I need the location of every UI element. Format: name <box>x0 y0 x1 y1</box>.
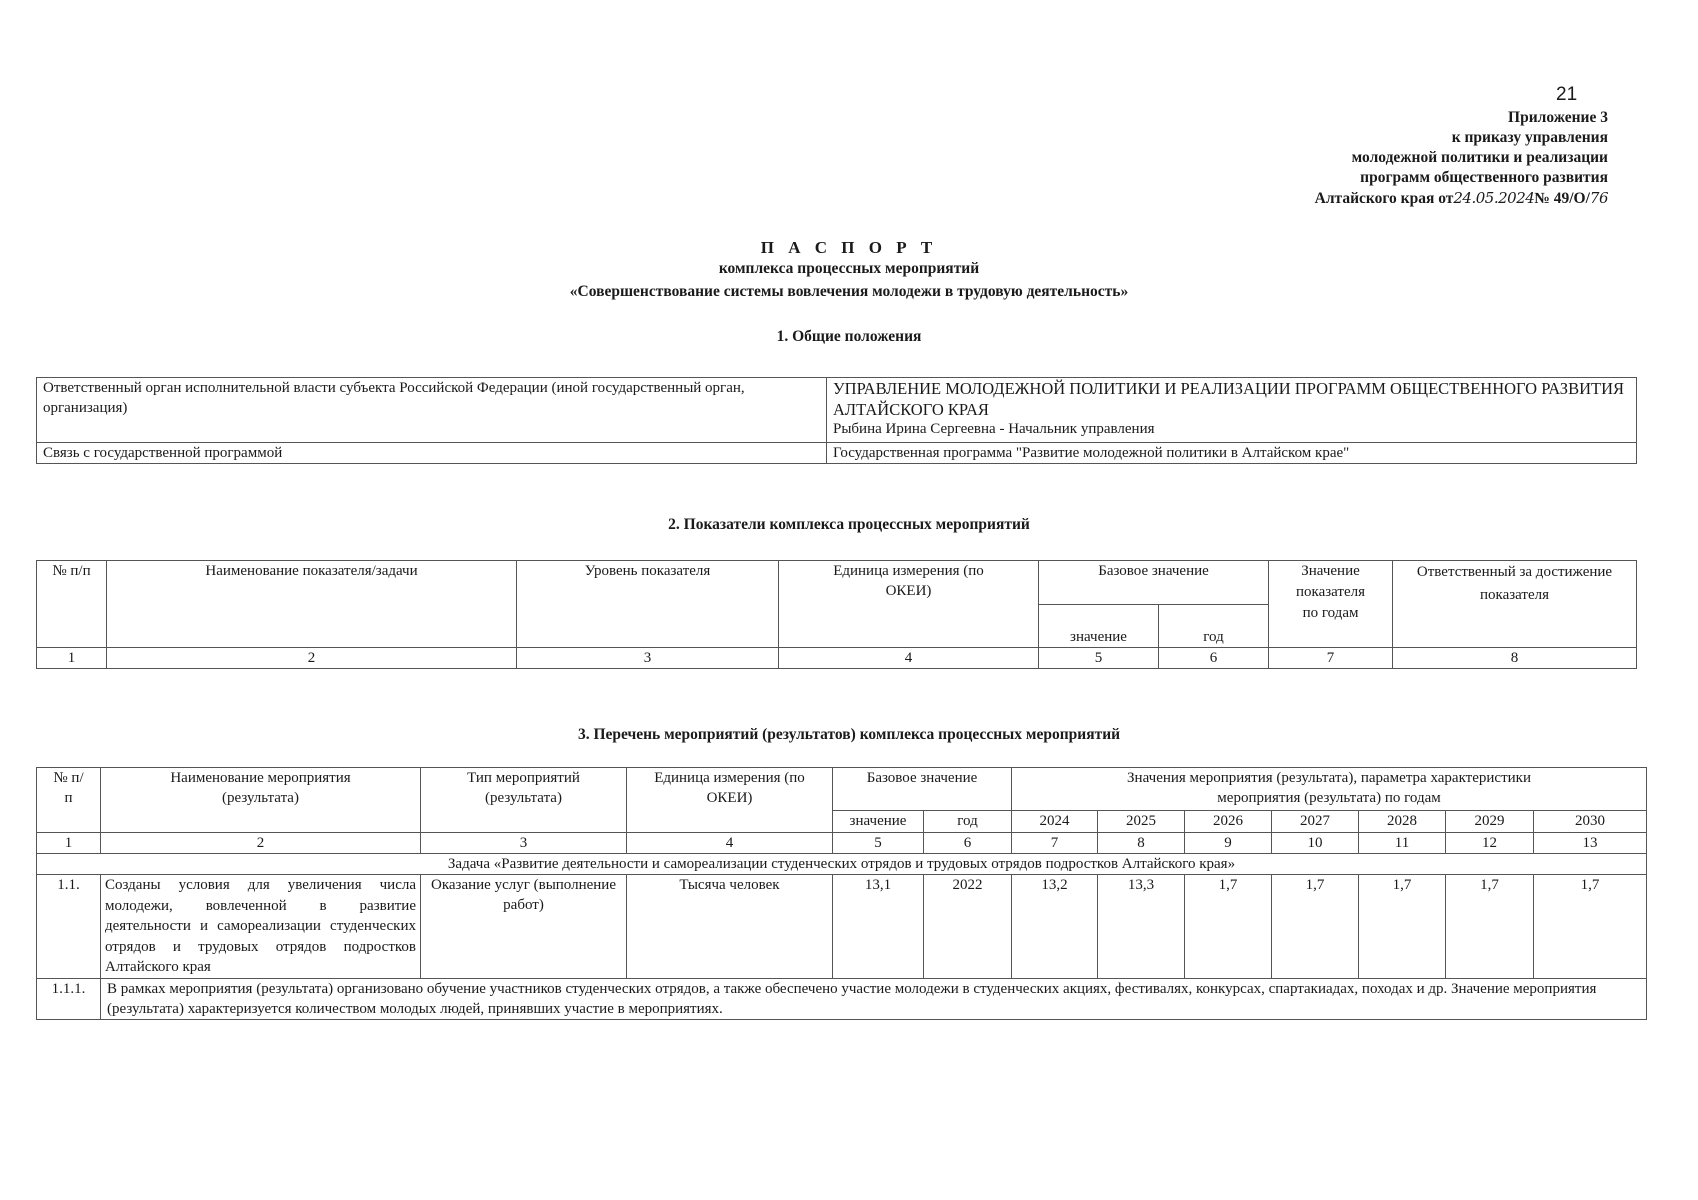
col-number: 8 <box>1393 648 1637 669</box>
header-unit: Единица измерения (по ОКЕИ) <box>779 561 1039 648</box>
table-row <box>37 378 1637 443</box>
document-subtitle-name: «Совершенствование системы вовлечения молодежи в трудовую деятельность» <box>569 283 1129 300</box>
col-number: 5 <box>1039 648 1159 669</box>
header-unit: Единица измерения (по ОКЕИ) <box>627 768 833 833</box>
header-base-year: год <box>924 810 1012 832</box>
handwritten-date: 24.05.2024 <box>1453 189 1535 207</box>
header-year: 2025 <box>1098 810 1185 832</box>
responsible-org: УПРАВЛЕНИЕ МОЛОДЕЖНОЙ ПОЛИТИКИ И РЕАЛИЗАЦИИ ПРОГРАММ ОБЩЕСТВЕННОГО РАЗВИТИЯ АЛТАЙСКОГО КРАЯ <box>833 379 1624 419</box>
task-title: Задача «Развитие деятельности и самореализации студенческих отрядов и трудовых отрядов подростков Алтайского края» <box>37 854 1647 875</box>
header-year: 2026 <box>1185 810 1272 832</box>
header-base: Базовое значение <box>1039 561 1269 605</box>
col-number: 13 <box>1534 833 1647 854</box>
item-value: 1,7 <box>1359 875 1446 979</box>
header-num: № п/п <box>37 768 101 833</box>
indicators-table <box>36 560 1637 669</box>
item-value: 1,7 <box>1446 875 1534 979</box>
section-title: 3. Перечень мероприятий (результатов) комплекса процессных мероприятий <box>577 726 1121 743</box>
order-date-prefix: Алтайского края от <box>1314 190 1454 207</box>
header-year: 2030 <box>1534 810 1647 832</box>
header-num: № п/п <box>37 561 107 648</box>
table-cell <box>827 378 1637 443</box>
header-year: 2024 <box>1012 810 1098 832</box>
column-number-row <box>37 648 1637 669</box>
item-base-value: 13,1 <box>833 875 924 979</box>
col-number: 6 <box>924 833 1012 854</box>
appendix-line: Приложение 3 <box>1508 109 1608 126</box>
table-cell: Ответственный орган исполнительной власти субъекта Российской Федерации (иной государственный орган, организация) <box>37 378 827 443</box>
appendix-line: программ общественного развития <box>1360 169 1608 186</box>
page-number: 21 <box>1556 84 1578 105</box>
appendix-header <box>1315 108 1608 209</box>
header-base-year: год <box>1159 604 1269 648</box>
column-number-row <box>37 833 1647 854</box>
item-value: 13,2 <box>1012 875 1098 979</box>
subitem-text: В рамках мероприятия (результата) организовано обучение участников студенческих отрядов, а также обеспечено участие молодежи в студенческих акциях, фестивалях, конкурсах, спартакиадах, походах и др. Значение мероприятия (результата) характеризуется количеством молодых людей, принявших участие в мероприятиях. <box>101 978 1647 1019</box>
header-values-by-year: Значения мероприятия (результата), параметра характеристики мероприятия (результата) по годам <box>1012 768 1647 811</box>
header-name: Наименование показателя/задачи <box>107 561 517 648</box>
col-number: 7 <box>1269 648 1393 669</box>
item-value: 1,7 <box>1534 875 1647 979</box>
col-number: 4 <box>779 648 1039 669</box>
responsible-person: Рыбина Ирина Сергеевна - Начальник управления <box>833 421 1155 437</box>
section-title: 2. Показатели комплекса процессных мероприятий <box>668 516 1030 533</box>
col-number: 9 <box>1185 833 1272 854</box>
document-title: П А С П О Р Т <box>760 238 938 257</box>
header-year: 2027 <box>1272 810 1359 832</box>
table-row <box>37 443 1637 464</box>
header-by-years: Значение показателя по годам <box>1269 561 1393 648</box>
col-number: 10 <box>1272 833 1359 854</box>
subitem-num: 1.1.1. <box>37 978 101 1019</box>
header-base: Базовое значение <box>833 768 1012 811</box>
table-cell: Связь с государственной программой <box>37 443 827 464</box>
col-number: 1 <box>37 648 107 669</box>
item-value: 1,7 <box>1185 875 1272 979</box>
table-row <box>37 875 1647 979</box>
col-number: 3 <box>517 648 779 669</box>
item-name: Созданы условия для увеличения числа молодежи, вовлеченной в развитие деятельности и самореализации студенческих отрядов и трудовых отрядов подростков Алтайского края <box>101 875 421 979</box>
activities-table <box>36 767 1647 1020</box>
col-number: 3 <box>421 833 627 854</box>
header-year: 2029 <box>1446 810 1534 832</box>
col-number: 8 <box>1098 833 1185 854</box>
col-number: 12 <box>1446 833 1534 854</box>
appendix-line: молодежной политики и реализации <box>1351 149 1608 166</box>
item-value: 1,7 <box>1272 875 1359 979</box>
table-row <box>37 978 1647 1019</box>
col-number: 11 <box>1359 833 1446 854</box>
item-type: Оказание услуг (выполнение работ) <box>421 875 627 979</box>
col-number: 2 <box>101 833 421 854</box>
header-name: Наименование мероприятия (результата) <box>101 768 421 833</box>
appendix-line-order <box>1315 188 1608 209</box>
section-title: 1. Общие положения <box>776 328 922 345</box>
header-base-value: значение <box>1039 604 1159 648</box>
table-cell: Государственная программа "Развитие молодежной политики в Алтайском крае" <box>827 443 1637 464</box>
col-number: 2 <box>107 648 517 669</box>
item-value: 13,3 <box>1098 875 1185 979</box>
item-num: 1.1. <box>37 875 101 979</box>
task-row <box>37 854 1647 875</box>
col-number: 5 <box>833 833 924 854</box>
table-header-row <box>37 561 1637 605</box>
header-base-value: значение <box>833 810 924 832</box>
col-number: 7 <box>1012 833 1098 854</box>
general-provisions-table <box>36 377 1637 464</box>
col-number: 4 <box>627 833 833 854</box>
header-year: 2028 <box>1359 810 1446 832</box>
header-type: Тип мероприятий (результата) <box>421 768 627 833</box>
document-subtitle: комплекса процессных мероприятий <box>718 260 980 277</box>
header-responsible: Ответственный за достижение показателя <box>1393 561 1637 648</box>
order-number-prefix: № 49/О/ <box>1534 190 1590 207</box>
col-number: 1 <box>37 833 101 854</box>
header-level: Уровень показателя <box>517 561 779 648</box>
table-header-row <box>37 768 1647 811</box>
appendix-line: к приказу управления <box>1451 129 1608 146</box>
handwritten-number: 76 <box>1589 189 1608 207</box>
item-base-year: 2022 <box>924 875 1012 979</box>
col-number: 6 <box>1159 648 1269 669</box>
item-unit: Тысяча человек <box>627 875 833 979</box>
